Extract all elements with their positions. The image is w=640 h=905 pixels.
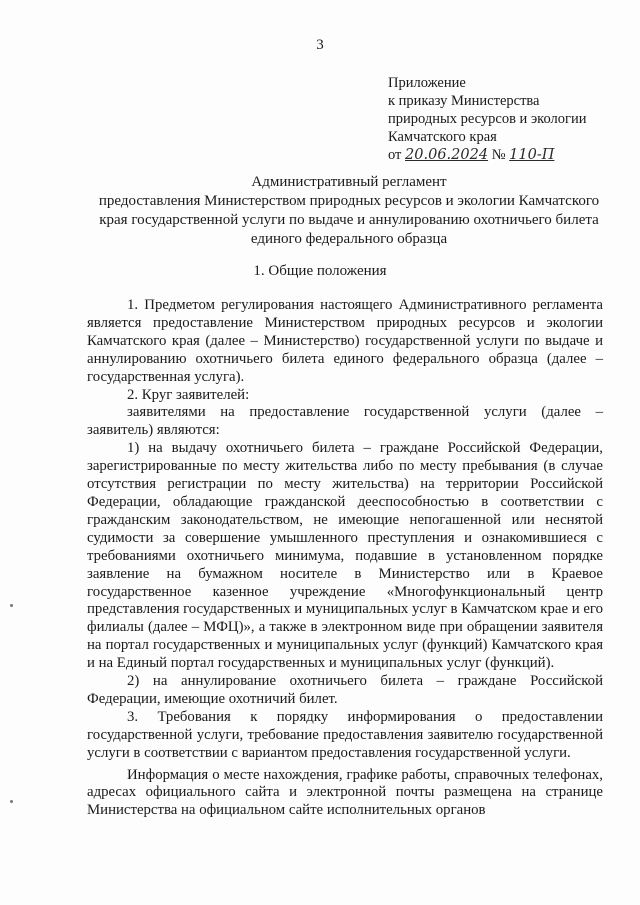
paragraph-5: 2) на аннулирование охотничьего билета – граждане Российской Федерации, имеющие охотничий билет. [87, 673, 603, 707]
paragraph-1: 1. Предметом регулирования настоящего Административного регламента является предоставление Министерством природных ресурсов и экологии Камчатского края (далее – Министерство) государственной услуги по выдаче и аннулированию охотничьего билета единого федерального образца (далее – государственная услуга). [87, 297, 603, 385]
scan-speck [10, 800, 13, 803]
order-date-number [388, 146, 628, 164]
handwritten-number: 110-П [509, 147, 555, 163]
title-line-1: Административный регламент [251, 174, 447, 190]
appendix-line-1: Приложение [388, 75, 466, 91]
paragraph-4: 1) на выдачу охотничьего билета – граждане Российской Федерации, зарегистрированные по месту жительства либо по месту пребывания (в случае отсутствия регистрации по месту жительства) на территории Российской Федерации, обладающие гражданской дееспособностью в соответствии с гражданским законодательством, не имеющие непогашенной или неснятой судимости за совершение умышленного преступления и ознакомившиеся с требованиями охотничьего минимума, подавшие в установленном порядке заявление на бумажном носителе в Министерство или в Краевое государственное казенное учреждение «Многофункциональный центр представления государственных и муниципальных услуг в Камчатском крае и его филиалы (далее – МФЦ)», а также в электронном виде при обращении заявителя на портал государственных и муниципальных услуг (функций) Камчатского края и на Единый портал государственных и муниципальных услуг (функций). [87, 440, 603, 672]
appendix-line-3: природных ресурсов и экологии [388, 111, 587, 127]
paragraph-7: Информация о месте нахождения, графике работы, справочных телефонах, адресах официального сайта и электронной почты размещена на странице Министерства на официальном сайте исполнительных органов [87, 766, 603, 819]
title-line-2: предоставления Министерством природных ресурсов и экологии Камчатского края государственной услуги по выдаче и аннулированию охотничьего билета единого федерального образца [98, 193, 600, 247]
paragraph-3: заявителями на предоставление государственной услуги (далее – заявитель) являются: [87, 404, 603, 439]
number-label: № [491, 147, 506, 163]
paragraph-2: 2. Круг заявителей: [127, 386, 250, 403]
page-number: 3 [316, 37, 324, 53]
paragraph-6: 3. Требования к порядку информирования о предоставлении государственной услуги, требование предоставления заявителю государственной услуги в соответствии с вариантом предоставления государственной услуги. [87, 708, 603, 761]
document-title [84, 173, 614, 249]
appendix-line-4: Камчатского края [388, 129, 497, 145]
appendix-block [388, 74, 628, 164]
from-label: от [388, 147, 402, 163]
body-text [87, 297, 603, 820]
appendix-line-2: к приказу Министерства [388, 93, 540, 109]
scan-speck [10, 604, 13, 607]
handwritten-date: 20.06.2024 [405, 147, 489, 163]
section-heading: 1. Общие положения [253, 263, 387, 279]
